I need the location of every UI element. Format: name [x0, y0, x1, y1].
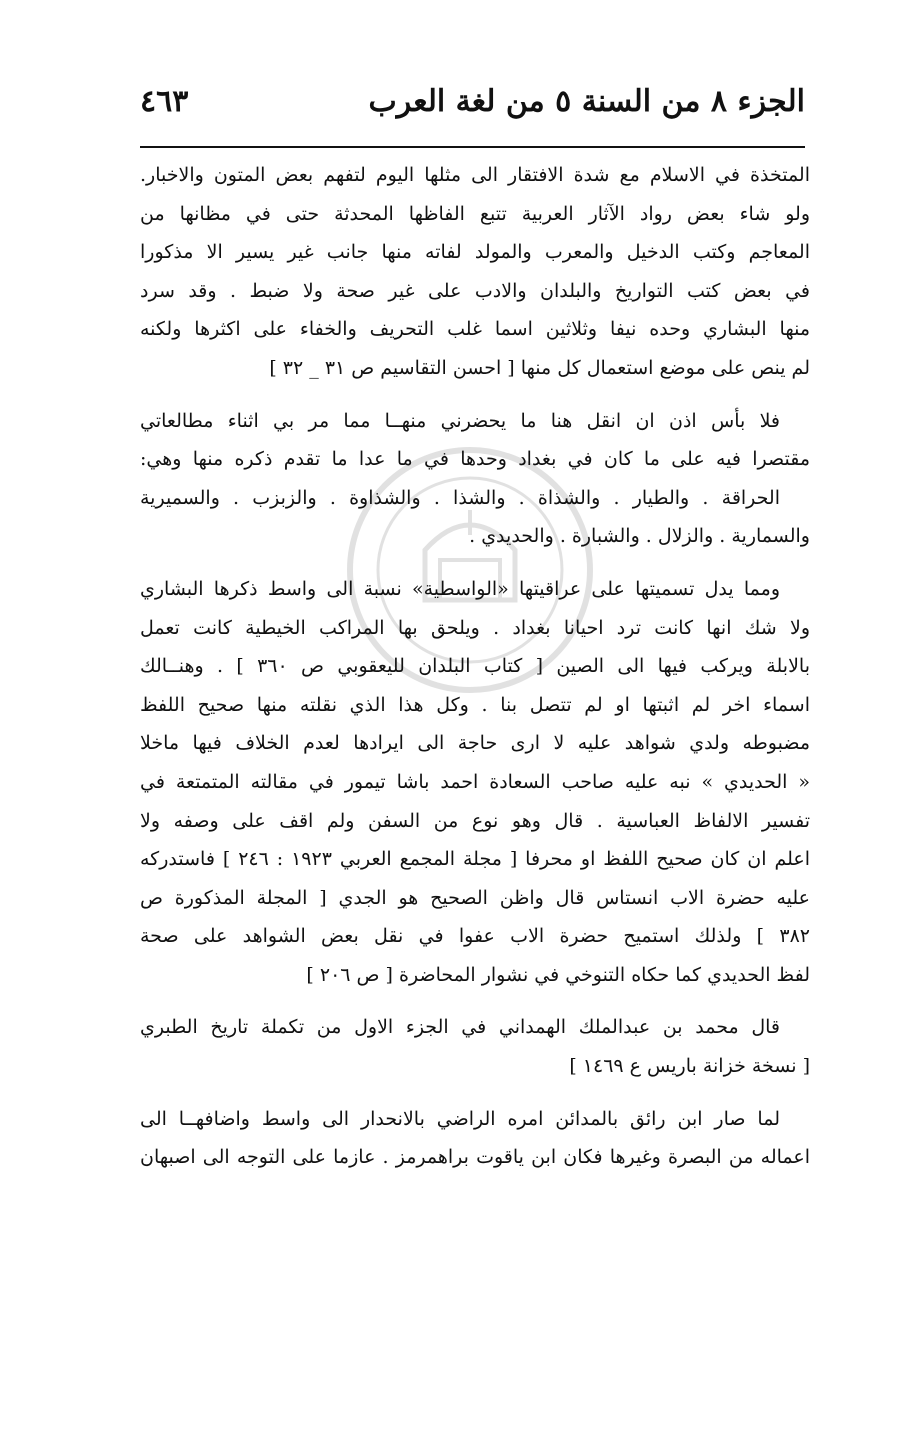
text-line: اسماء اخر لم اثبتها او لم تتصل بنا . وكل هذا الذي نقلته منها صحيح اللفظ: [140, 693, 810, 716]
paragraph-gap: [140, 388, 810, 402]
paragraph-2: [140, 402, 810, 556]
paragraph-gap: [140, 556, 810, 570]
paragraph-1: [140, 156, 810, 388]
paragraph-4: [140, 1008, 810, 1085]
text-line: ولا شك انها كانت ترد احيانا بغداد . ويلحق بها المراكب الخيطية كانت تعمل: [140, 616, 810, 639]
text-line: ولو شاء بعض رواد الآثار العربية تتبع الفاظها المحدثة حتى في مظانها من: [140, 202, 810, 225]
body-text: [140, 156, 810, 1177]
page-header: [140, 78, 805, 128]
text-line: لما صار ابن رائق بالمدائن امره الراضي بالانحدار الى واسط واضافهــا الى: [140, 1107, 780, 1130]
header-rule: [140, 146, 805, 148]
text-line: [ نسخة خزانة باريس ع ١٤٦٩ ]: [569, 1055, 810, 1078]
paragraph-gap: [140, 1086, 810, 1100]
text-line: الحراقة . والطيار . والشذاة . والشذا . والشذاوة . والزبزب . والسميرية: [140, 486, 780, 509]
paragraph-gap: [140, 994, 810, 1008]
text-line: مضبوطه ولدي شواهد عليه لا ارى حاجة الى ايرادها لعدم الخلاف فيها ماخلا: [140, 732, 810, 755]
text-line: لفظ الحديدي كما حكاه التنوخي في نشوار المحاضرة [ ص ٢٠٦ ]: [306, 963, 810, 986]
text-line: اعلم ان كان صحيح اللفظ او محرفا [ مجلة المجمع العربي ١٩٢٣ : ٢٤٦ ] فاستدركه: [140, 848, 810, 871]
text-line: تفسير الالفاظ العباسية . قال وهو نوع من السفن ولم اقف على وصفه ولا: [140, 809, 810, 832]
text-line: المعاجم وكتب الدخيل والمعرب والمولد لفاته منها جانب غير يسير الا مذكورا: [140, 241, 810, 264]
text-line: ٣٨٢ ] ولذلك استميح حضرة الاب عفوا في نقل بعض الشواهد على صحة: [140, 925, 810, 948]
text-line: قال محمد بن عبدالملك الهمداني في الجزء الاول من تكملة تاريخ الطبري: [140, 1016, 780, 1039]
text-line: بالابلة ويركب فيها الى الصين [ كتاب البلدان لليعقوبي ص ٣٦٠ ] . وهنــالك: [140, 655, 810, 678]
text-line: فلا بأس اذن ان انقل هنا ما يحضرني منهــا مما مر بي اثناء مطالعاتي: [140, 409, 780, 432]
paragraph-3: [140, 570, 810, 995]
text-line: « الحديدي » نبه عليه صاحب السعادة احمد باشا تيمور في مقالته المتمتعة في: [140, 770, 810, 793]
running-title: الجزء ٨ من السنة ٥ من لغة العرب: [368, 84, 805, 119]
text-line: والسمارية . والزلال . والشبارة . والحديدي .: [469, 525, 810, 548]
paragraph-5: [140, 1100, 810, 1177]
text-line: لم ينص على موضع استعمال كل منها [ احسن التقاسيم ص ٣١ _ ٣٢ ]: [269, 356, 810, 379]
text-line: المتخذة في الاسلام مع شدة الافتقار الى مثلها اليوم لتفهم بعض المتون والاخبار.: [140, 164, 810, 186]
text-line: اعماله من البصرة وغيرها فكان ابن ياقوت براهمرمز . عازما على التوجه الى اصبهان: [140, 1146, 810, 1169]
page-number: ٤٦٣: [140, 84, 189, 119]
text-line: مقتصرا فيه على ما كان في بغداد وحدها في ما عدا ما تقدم ذكره منها وهي:: [140, 448, 810, 471]
text-line: منها البشاري وحده نيفا وثلاثين اسما غلب التحريف والخفاء على اكثرها ولكنه: [140, 318, 810, 341]
text-line: ومما يدل تسميتها على عراقيتها «الواسطية» نسبة الى واسط ذكرها البشاري: [140, 577, 780, 600]
text-line: عليه حضرة الاب انستاس قال واظن الصحيح هو الجدي [ المجلة المذكورة ص: [140, 886, 810, 909]
text-line: في بعض كتب التواريخ والبلدان والادب على غير صحة ولا ضبط . وقد سرد: [140, 279, 810, 302]
